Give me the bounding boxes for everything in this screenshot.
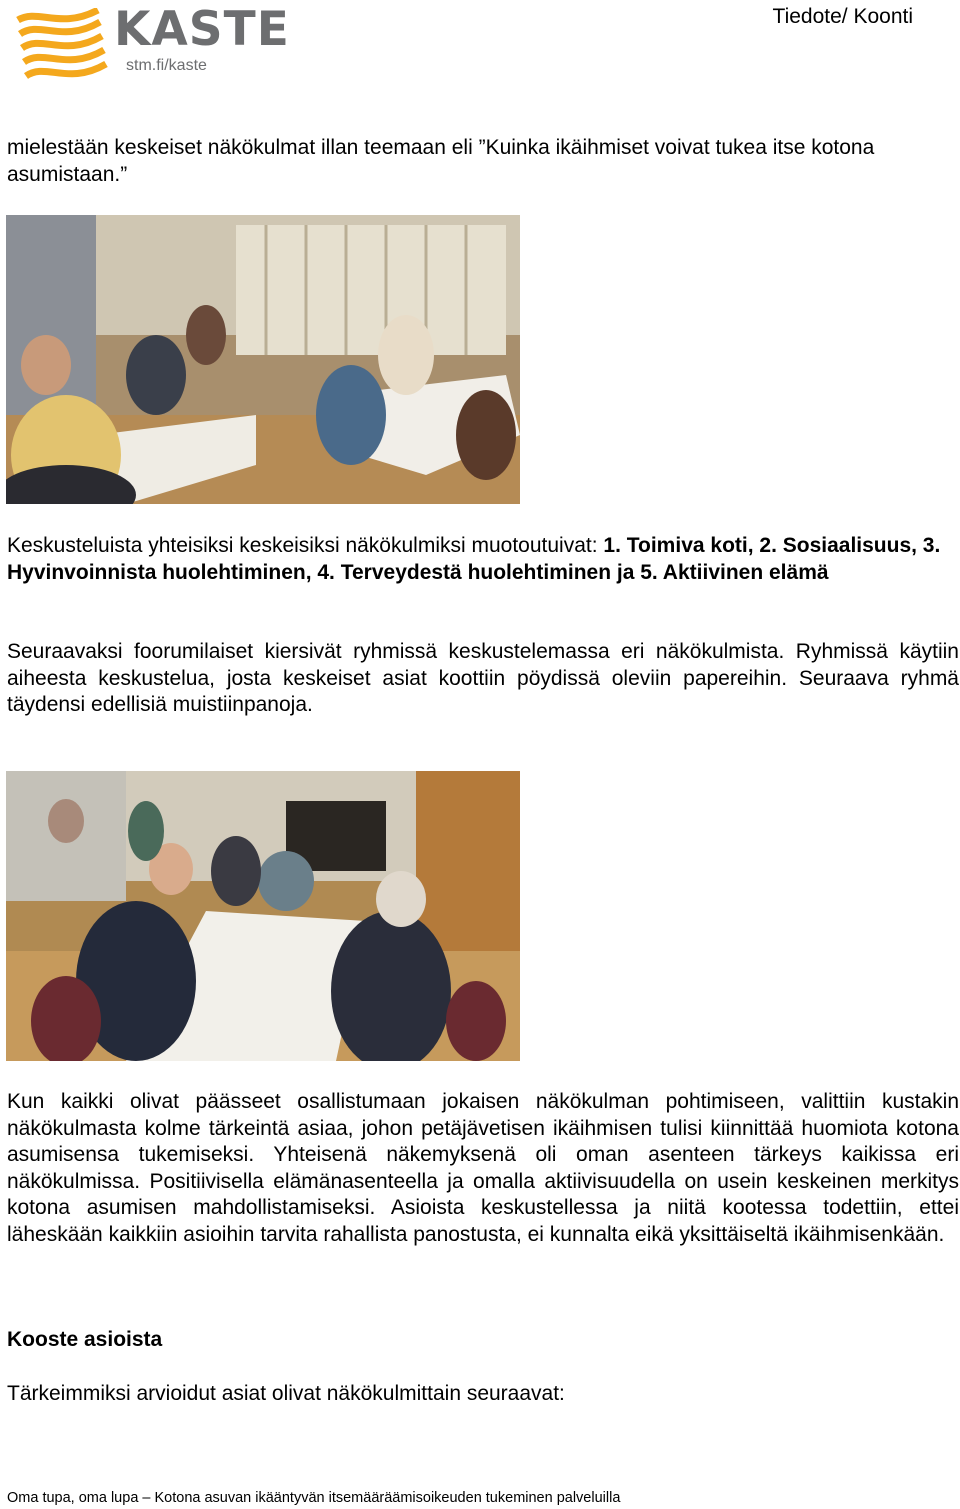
kaste-logo [14, 2, 290, 88]
section-heading: Kooste asioista [7, 1328, 163, 1351]
section-lead: Tärkeimmiksi arvioidut asiat olivat näkökulmittain seuraavat: [7, 1382, 565, 1405]
rotation-paragraph: Seuraavaksi foorumilaiset kiersivät ryhmissä keskustelemassa eri näkökulmista. Ryhmissä käytiin aiheesta keskustelua, josta keskeiset asiat koottiin pöydissä oleviin papereihin. Seuraava ryhmä täydensi edellisiä muistiinpanoja. [7, 640, 959, 716]
intro-paragraph: mielestään keskeiset näkökulmat illan teemaan eli ”Kuinka ikäihmiset voivat tukea itse kotona asumistaan.” [7, 136, 875, 186]
viewpoints-list: 1. Toimiva koti, 2. Sosiaalisuus, 3. Hyvinvoinnista huolehtiminen, 4. Terveydestä huolehtiminen ja 5. Aktiivinen elämä [7, 534, 941, 584]
viewpoints-paragraph [7, 533, 959, 586]
logo-wordmark: KASTE [114, 2, 290, 57]
kaste-wave-icon [14, 8, 110, 88]
page-footer: Oma tupa, oma lupa – Kotona asuvan ikääntyvän itsemääräämisoikeuden tukeminen palveluilla [7, 1490, 621, 1506]
photo-group-writing-notes [6, 771, 520, 1061]
logo-url: stm.fi/kaste [126, 57, 207, 74]
viewpoints-lead: Keskusteluista yhteisiksi keskeisiksi näkökulmiksi muotoutuivat: [7, 534, 604, 557]
photo-discussion-groups [6, 215, 520, 504]
document-type-label: Tiedote/ Koonti [772, 5, 913, 28]
summary-paragraph: Kun kaikki olivat päässeet osallistumaan jokaisen näkökulman pohtimiseen, valittiin kustakin näkökulmasta kolme tärkeintä asiaa, johon petäjävetisen ikäihmisen tulisi kiinnittää huomiota kotona asumisensa tukemiseksi. Yhteisenä näkemyksenä oli oman asenteen tärkeys kaikissa eri näkökulmissa. Positiivisella elämänasenteella ja omalla aktiivisuudella on usein keskeinen merkitys kotona asumisen mahdollistamiseksi. Asioista keskustellessa ja niitä kootessa todettiin, ettei läheskään kaikkiin asioihin tarvita rahallista panostusta, ei kunnalta eikä yksittäiseltä ikäihmisenkään. [7, 1090, 959, 1246]
